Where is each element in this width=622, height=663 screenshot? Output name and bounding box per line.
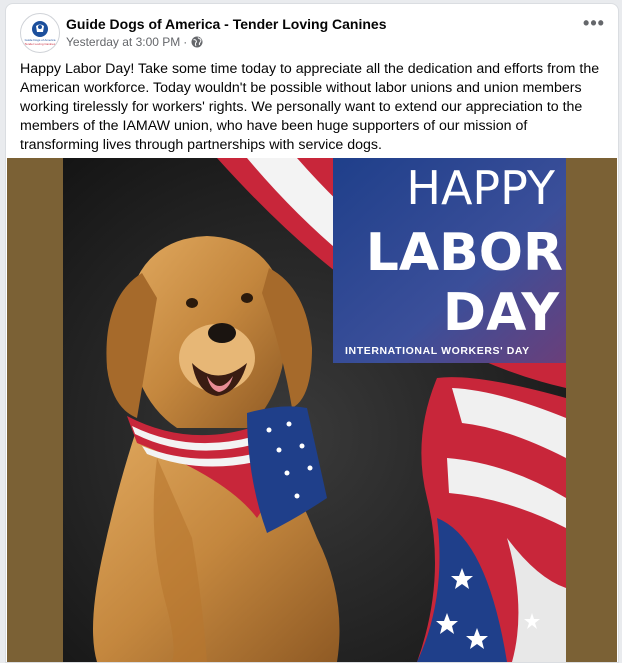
labor-day-graphic [7,158,617,662]
facebook-post [5,3,619,663]
headline-labor: LABOR [365,223,563,283]
meta-separator: · [183,35,188,49]
post-header [6,4,618,56]
subheadline: INTERNATIONAL WORKERS' DAY [345,345,530,357]
avatar-text-1: Guide Dogs of America [24,38,56,42]
more-options-button[interactable]: ••• [583,13,605,33]
dog-eye-left [186,298,198,308]
headline-day: DAY [442,283,559,343]
page-name-link[interactable]: Guide Dogs of America - Tender Loving Canines [66,16,387,32]
dog-eye-right [241,293,253,303]
headline-happy: HAPPY [406,161,555,215]
post-timestamp[interactable]: Yesterday at 3:00 PM [66,35,181,49]
globe-icon[interactable] [191,36,203,48]
post-body-text: Happy Labor Day! Take some time today to appreciate all the dedication and efforts from the American workforce. Today wouldn't be possible without labor unions and union members working tirelessly for workers' rights. We personally want to extend our appreciation to the members of the IAMAW union, who have been huge supporters of our mission of transforming lives through partnerships with service dogs. [20,61,600,153]
page-avatar[interactable] [20,13,60,53]
dog-nose [208,323,236,343]
post-image[interactable] [7,158,617,662]
page-logo [21,14,59,52]
avatar-text-2: Tender Loving Canines [24,42,56,46]
post-meta [66,35,203,49]
